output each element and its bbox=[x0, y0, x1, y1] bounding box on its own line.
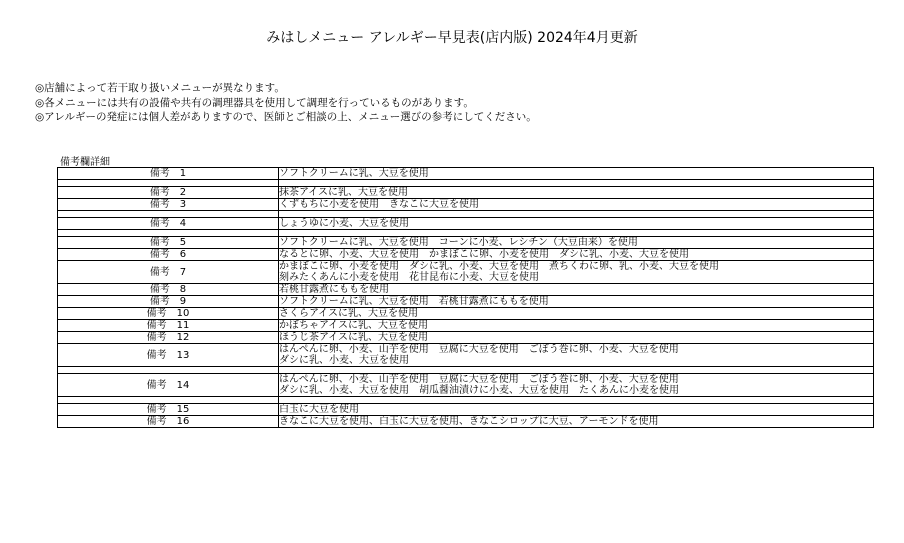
note-item: ◎アレルギーの発症には個人差がありますので、医師とご相談の上、メニュー選びの参考にしてください。 bbox=[35, 111, 537, 123]
page-title: みはしメニュー アレルギー早見表(店内版) 2024年4月更新 bbox=[266, 30, 638, 46]
table-spacer-row bbox=[58, 367, 874, 374]
table-row bbox=[58, 284, 874, 296]
remark-label: 備考 11 bbox=[58, 320, 279, 332]
table-row bbox=[58, 308, 874, 320]
table-row bbox=[58, 332, 874, 344]
remark-description bbox=[279, 320, 874, 332]
remark-description bbox=[279, 308, 874, 320]
remark-line: ダシに乳、小麦、大豆を使用 胡瓜醤油漬けに小麦、大豆を使用 たくあんに小麦を使用 bbox=[279, 385, 679, 396]
remark-label: 備考 15 bbox=[58, 404, 279, 416]
section-label: 備考欄詳細 bbox=[60, 157, 110, 168]
remark-line: かまぼこに卵、小麦を使用 ダシに乳、小麦、大豆を使用 煮ちくわに卵、乳、小麦、大豆を使用 bbox=[279, 261, 719, 272]
table-row bbox=[58, 168, 874, 180]
remark-description bbox=[279, 296, 874, 308]
remark-description bbox=[279, 344, 874, 367]
table-row bbox=[58, 296, 874, 308]
remark-line: かぼちゃアイスに乳、大豆を使用 bbox=[279, 320, 428, 331]
remark-line: ダシに乳、小麦、大豆を使用 bbox=[279, 355, 409, 366]
remark-line: ソフトクリームに乳、大豆を使用 bbox=[279, 168, 429, 179]
remark-label: 備考 4 bbox=[58, 218, 279, 230]
table-spacer-row bbox=[58, 211, 874, 218]
remark-description bbox=[279, 374, 874, 397]
table-row bbox=[58, 320, 874, 332]
table-spacer-row bbox=[58, 180, 874, 187]
remark-line: ほうじ茶アイスに乳、大豆を使用 bbox=[279, 332, 428, 343]
table-row bbox=[58, 218, 874, 230]
notes bbox=[35, 81, 537, 125]
remarks-table bbox=[57, 167, 874, 428]
remark-description bbox=[279, 168, 874, 180]
note-item: ◎各メニューには共有の設備や共有の調理器具を使用して調理を行っているものがあります。 bbox=[35, 96, 474, 109]
table-row bbox=[58, 237, 874, 249]
note-item: ◎店舗によって若干取り扱いメニューが異なります。 bbox=[35, 82, 285, 94]
remark-label: 備考 14 bbox=[58, 374, 279, 397]
remark-label: 備考 9 bbox=[58, 296, 279, 308]
remark-line: 刻みたくあんに小麦を使用 花甘昆布に小麦、大豆を使用 bbox=[279, 272, 539, 283]
remark-label: 備考 8 bbox=[58, 284, 279, 296]
remark-label: 備考 2 bbox=[58, 187, 279, 199]
remark-description bbox=[279, 237, 874, 249]
table-row bbox=[58, 249, 874, 261]
table-row bbox=[58, 416, 874, 428]
remark-line: ソフトクリームに乳、大豆を使用 若桃甘露煮にももを使用 bbox=[279, 296, 549, 307]
table-spacer-row bbox=[58, 397, 874, 404]
remark-description bbox=[279, 218, 874, 230]
remark-label: 備考 5 bbox=[58, 237, 279, 249]
remark-line: 若桃甘露煮にももを使用 bbox=[279, 284, 389, 295]
table-row bbox=[58, 374, 874, 397]
table-row bbox=[58, 344, 874, 367]
remark-line: なるとに卵、小麦、大豆を使用 かまぼこに卵、小麦を使用 ダシに乳、小麦、大豆を使用 bbox=[279, 249, 689, 260]
remark-line: はんぺんに卵、小麦、山芋を使用 豆腐に大豆を使用 ごぼう巻に卵、小麦、大豆を使用 bbox=[279, 374, 679, 385]
remark-description bbox=[279, 199, 874, 211]
remark-description bbox=[279, 332, 874, 344]
table-spacer-row bbox=[58, 230, 874, 237]
remark-line: しょうゆに小麦、大豆を使用 bbox=[279, 218, 409, 229]
table-row bbox=[58, 199, 874, 211]
remark-line: くずもちに小麦を使用 きなこに大豆を使用 bbox=[279, 199, 479, 210]
remark-line: きなこに大豆を使用、白玉に大豆を使用、きなこシロップに大豆、アーモンドを使用 bbox=[279, 416, 659, 427]
remark-label: 備考 3 bbox=[58, 199, 279, 211]
remark-line: ソフトクリームに乳、大豆を使用 コーンに小麦、レシチン（大豆由来）を使用 bbox=[279, 237, 638, 248]
remark-description bbox=[279, 187, 874, 199]
remark-description bbox=[279, 404, 874, 416]
remark-line: 抹茶アイスに乳、大豆を使用 bbox=[279, 187, 408, 198]
remark-description bbox=[279, 284, 874, 296]
remark-line: 白玉に大豆を使用 bbox=[279, 404, 359, 415]
table-row bbox=[58, 261, 874, 284]
remark-label: 備考 1 bbox=[58, 168, 279, 180]
remark-description bbox=[279, 261, 874, 284]
table-row bbox=[58, 404, 874, 416]
remark-line: さくらアイスに乳、大豆を使用 bbox=[279, 308, 418, 319]
remark-label: 備考 16 bbox=[58, 416, 279, 428]
remark-line: はんぺんに卵、小麦、山芋を使用 豆腐に大豆を使用 ごぼう巻に卵、小麦、大豆を使用 bbox=[279, 344, 679, 355]
remark-description bbox=[279, 416, 874, 428]
remark-label: 備考 7 bbox=[58, 261, 279, 284]
remark-description bbox=[279, 249, 874, 261]
remark-label: 備考 13 bbox=[58, 344, 279, 367]
remark-label: 備考 6 bbox=[58, 249, 279, 261]
table-row bbox=[58, 187, 874, 199]
remark-label: 備考 12 bbox=[58, 332, 279, 344]
remark-label: 備考 10 bbox=[58, 308, 279, 320]
